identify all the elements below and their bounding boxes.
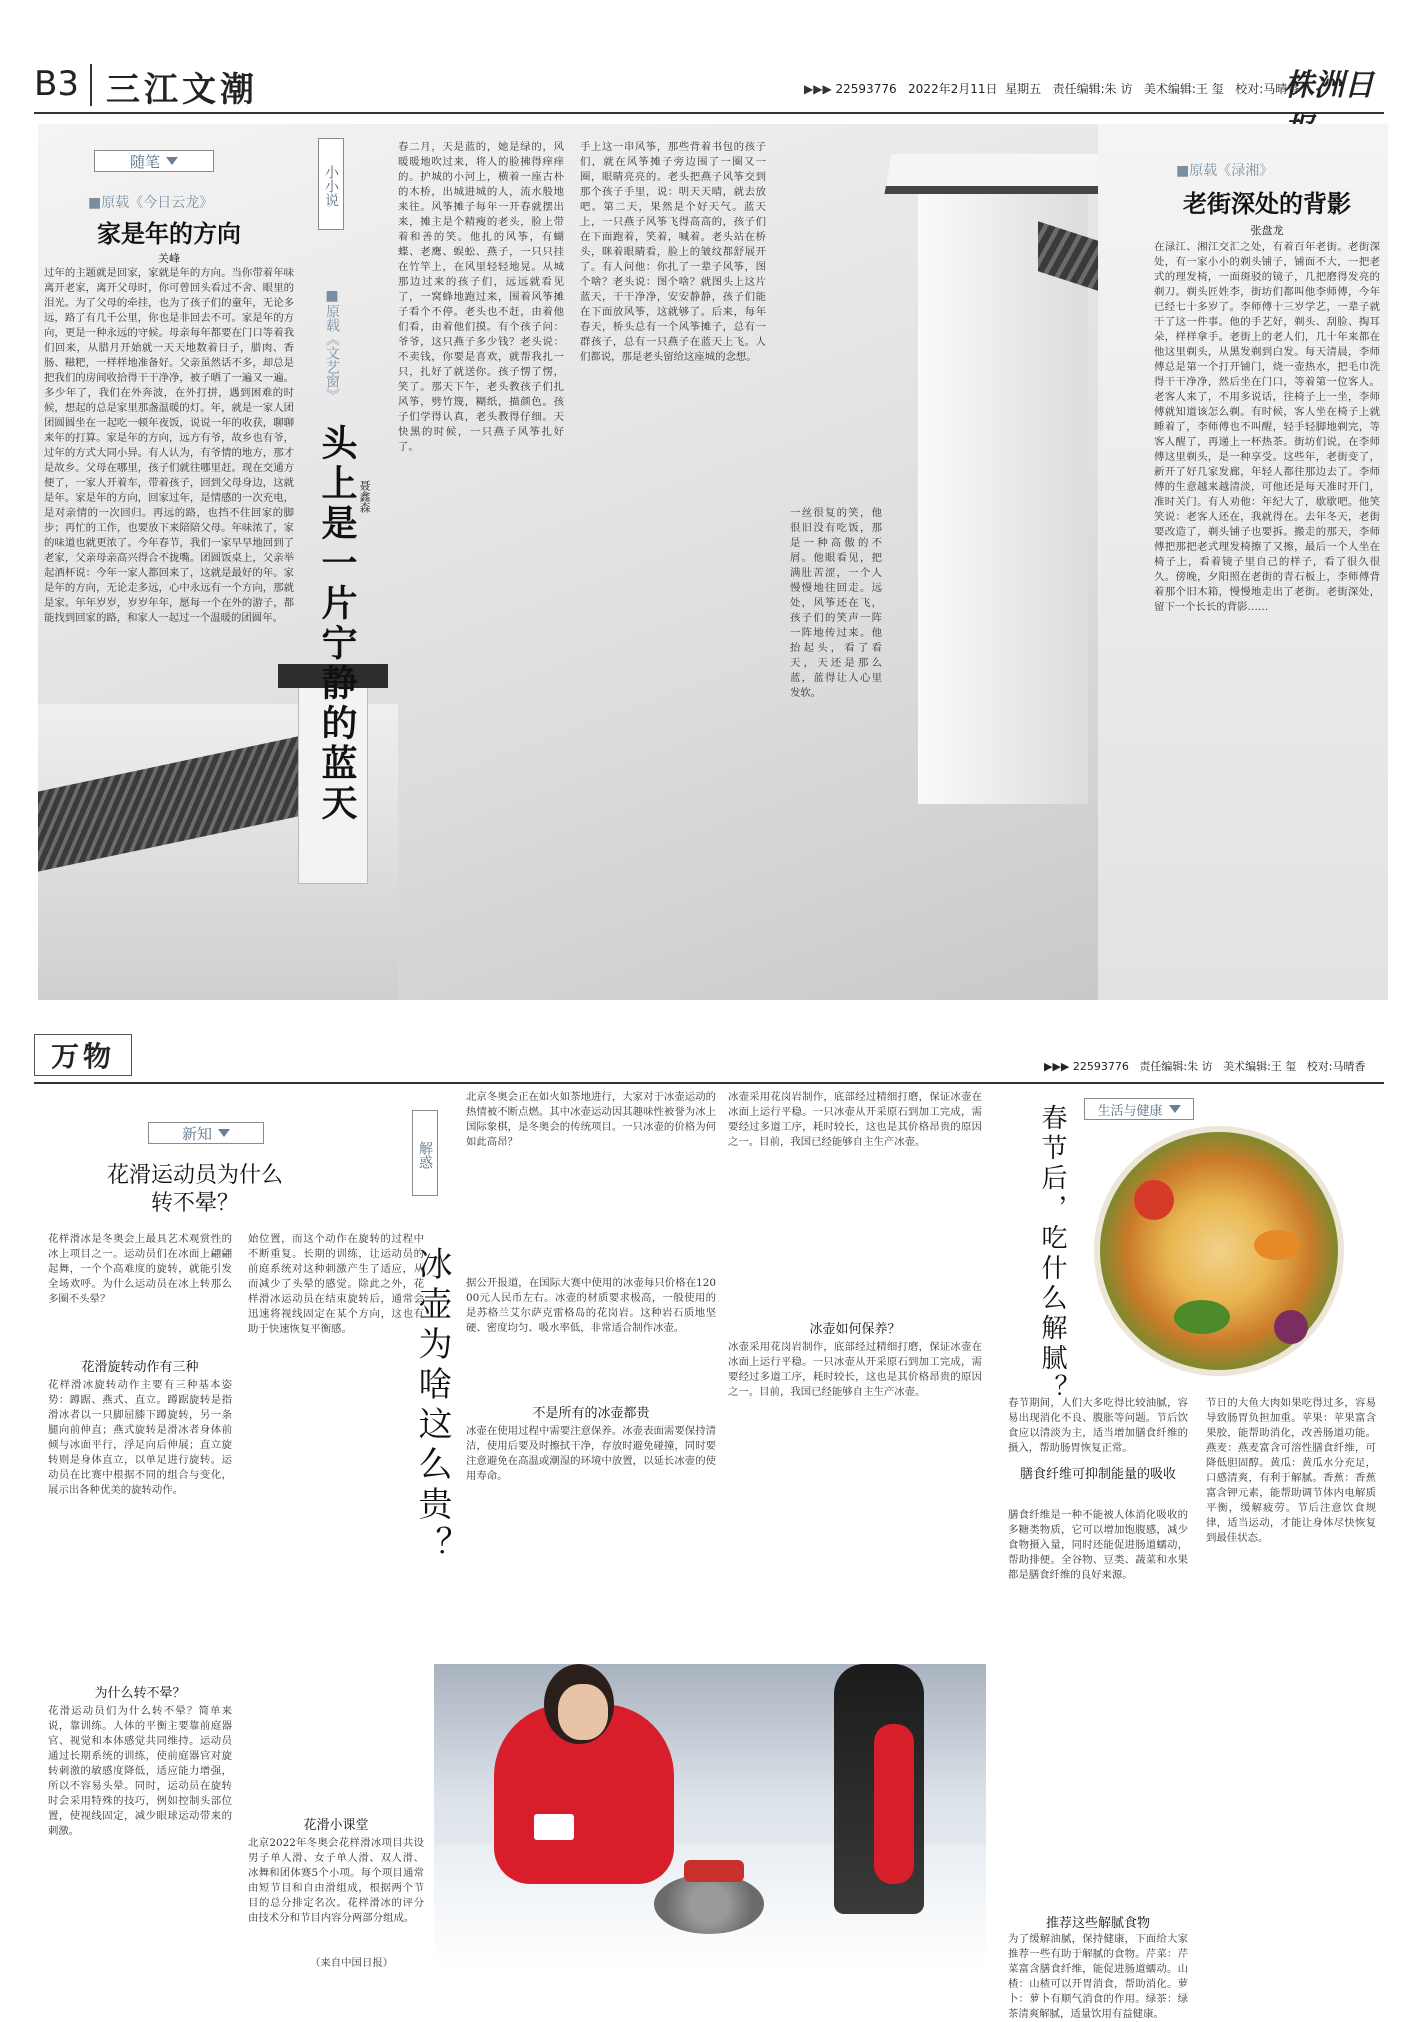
subhead-3: 花滑小课堂 xyxy=(303,1818,369,1833)
article-body-3: 冰壶在使用过程中需要注意保养。冰壶表面需要保持清洁，使用后要及时擦拭干净，存放时避免碰撞，同时要注意避免在高温或潮湿的环境中放置，以延长冰壶的使用寿命。 xyxy=(466,1425,716,1482)
subhead-2: 推荐这些解腻食物 xyxy=(1045,1916,1150,1931)
masthead: 株洲日 xyxy=(1284,68,1374,103)
vegetable-orange xyxy=(1254,1230,1300,1260)
article-source: ■原载《今日云龙》 xyxy=(88,195,214,211)
athlete-face xyxy=(558,1684,608,1740)
tag-short-story xyxy=(318,138,344,230)
proofreader: 校对:马晴香 xyxy=(1235,82,1300,96)
article-body-4: 节日的大鱼大肉如果吃得过多，容易导致肠胃负担加重。苹果：苹果富含果胶，能帮助消化，改善肠道功能。燕麦：燕麦富含可溶性膳食纤维，可降低胆固醇。黄瓜：黄瓜水分充足，口感清爽，有利于解腻。香蕉：香蕉富含钾元素，能帮助调节体内电解质平衡，缓解疲劳。节后注意饮食规律，适当运动，才能让身体尽快恢复到最佳状态。 xyxy=(1206,1397,1376,1544)
article-body-3: 为了缓解油腻，保持健康，下面给大家推荐一些有助于解腻的食物。芹菜：芹菜富含膳食纤维，能促进肠道蠕动。山楂：山楂可以开胃消食，帮助消化。萝卜：萝卜有顺气消食的作用。绿茶：绿茶清爽解腻，适量饮用有益健康。 xyxy=(1008,1933,1188,2020)
subhead-1: 不是所有的冰壶都贵 xyxy=(532,1406,650,1421)
article-body-1: 北京冬奥会正在如火如荼地进行，大家对于冰壶运动的热情被不断点燃。其中冰壶运动因其趣味性被誉为冰上国际象棋，是冬奥会的传统项目。一只冰壶的价格为何如此高昂？ xyxy=(466,1091,716,1148)
vegetable-green xyxy=(1174,1300,1230,1334)
tag-explain xyxy=(412,1110,438,1196)
header-info xyxy=(1044,1058,1366,1074)
article-home-year xyxy=(44,142,294,902)
vegetable-red xyxy=(1134,1180,1174,1220)
article-title: 花滑运动员为什么转不晕？ xyxy=(106,1163,283,1216)
article-body-3: 一丝很复的笑，他很旧没有吃饭，那是一种高傲的不屑。他眼看见，把满肚苦涩，一个人慢慢地往回走。远处，风筝还在飞，孩子们的笑声一阵一阵地传过来。他抬起头，看了看天，天还是那么蓝，蓝得让人心里发软。 xyxy=(790,507,882,699)
page-code: B3 xyxy=(34,64,92,106)
subhead-2: 冰壶如何保养？ xyxy=(809,1322,901,1337)
bottom-header xyxy=(34,1034,1384,1084)
article-title: 家是年的方向 xyxy=(97,220,241,248)
article-old-street xyxy=(1154,160,1380,980)
article-source-vertical: ■原载《文艺窗》 xyxy=(324,288,340,402)
article-body-5: 冰壶采用花岗岩制作，底部经过精细打磨，保证冰壶在冰面上运行平稳。一只冰壶从开采原石到加工完成，需要经过多道工序，耗时较长，这也是其价格昂贵的原因之一。目前，我国已经能够自主生产冰壶。 xyxy=(728,1341,982,1398)
tag-label: 新知 xyxy=(181,1124,212,1143)
article-body-2: 据公开报道，在国际大赛中使用的冰壶每只价格在12000元人民币左右。冰壶的材质要求极高，一般使用的是苏格兰艾尔萨克雷格岛的花岗岩。这种岩石质地坚硬、密度均匀、吸水率低，非常适合制作冰壶。 xyxy=(466,1277,716,1334)
article-body-3: 花滑运动员们为什么转不晕？简单来说，靠训练。人体的平衡主要靠前庭器官、视觉和本体感觉共同维持。运动员通过长期系统的训练，使前庭器官对旋转刺激的敏感度降低，适应能力增强，所以不容易头晕。同时，运动员在旋转时会采用特殊的技巧，例如控制头部位置，使视线固定，减少眼球运动带来的刺激。 xyxy=(48,1705,232,1837)
tag-label: 生活与健康 xyxy=(1097,1103,1163,1119)
subhead-2: 为什么转不晕？ xyxy=(94,1686,186,1701)
article-body-1: 春二月，天是蓝的，她是绿的，风暖暖地吹过来，将人的脸拂得痒痒的。护城的小河上，横着一座古朴的木桥，出城进城的人，流水般地来往。风筝摊子每年一开春就摆出来，摊主是个精瘦的老头，脸上带着和善的笑。他扎的风筝，有蝴蝶、老鹰、蜈蚣、燕子，一只只挂在竹竿上，在风里轻轻地晃。从城那边过来的孩子们，远远就看见了，一窝蜂地跑过来，围着风筝摊子看个不停。老头也不赶，由着他们看，由着他们摸。有个孩子问：爷爷，这只燕子多少钱？老头说：不卖钱，你要是喜欢，就帮我扎一只，扎好了就送你。孩子愣了愣，笑了。那天下午，老头教孩子们扎风筝，劈竹篾，糊纸，描颜色。孩子们学得认真，老头教得仔细。天快黑的时候，一只燕子风筝扎好了。 xyxy=(398,141,564,453)
subhead-1: 膳食纤维可抑制能量的吸收 xyxy=(1019,1467,1176,1482)
article-source: ■原载《渌湘》 xyxy=(1176,163,1274,179)
credit: （来自中国日报） xyxy=(310,1957,394,1969)
vegetable-bowl xyxy=(1094,1126,1344,1376)
article-body-1: 春节期间，人们大多吃得比较油腻，容易出现消化不良、腹胀等问题。节后饮食应以清淡为主，适当增加膳食纤维的摄入，帮助肠胃恢复正常。 xyxy=(1008,1397,1188,1454)
subhead-1: 花滑旋转动作有三种 xyxy=(81,1360,199,1375)
article-body-2: 花样滑冰旋转动作主要有三种基本姿势：蹲踞、燕式、直立。蹲踞旋转是指滑冰者以一只脚屈膝下蹲旋转，另一条腿向前伸直；燕式旋转是滑冰者身体前倾与冰面平行，浮足向后伸展；直立旋转则是身体直立，以单足进行旋转。运动员在比赛中根据不同的组合与变化，展示出各种优美的旋转动作。 xyxy=(48,1379,232,1496)
vegetable-purple xyxy=(1274,1310,1308,1344)
triangle-icon xyxy=(166,157,178,165)
article-body: 在渌江、湘江交汇之处，有着百年老街。老街深处，有一家小小的剃头铺子，铺面不大，一把老式的理发椅，一面斑驳的镜子，几把磨得发亮的剃刀。剃头匠姓李，街坊们都叫他李师傅，今年已经七十多岁了。李师傅十三岁学艺，一辈子就干了这一件事。他的手艺好，剃头、刮脸、掏耳朵，样样拿手。老街上的老人们，几十年来都在他这里剃头，从黑发剃到白发。每天清晨，李师傅总是第一个打开铺门，烧一壶热水，把毛巾洗得干干净净，然后坐在门口，等着第一位客人。老客人来了，不用多说话，往椅子上一坐，李师傅就知道该怎么剃。有时候，客人坐在椅子上就睡着了，李师傅也不叫醒，轻手轻脚地剃完，等客人醒了，再递上一杯热茶。街坊们说，在李师傅这里剃头，是一种享受。这些年，老街变了，新开了好几家发廊，年轻人都往那边去了。李师傅的生意越来越清淡，可他还是每天准时开门，准时关门。有人劝他：年纪大了，歇歇吧。他笑笑说：老客人还在，我就得在。去年冬天，老街要改造了，剃头铺子也要拆。搬走的那天，李师傅把那把老式理发椅擦了又擦，最后一个人坐在椅子上，看着镜子里自己的样子，看了很久很久。傍晚，夕阳照在老街的青石板上，李师傅背着那个旧木箱，慢慢地走出了老街。老街深处，留下一个长长的背影…… xyxy=(1154,241,1380,613)
article-body-4: 冰壶采用花岗岩制作，底部经过精细打磨，保证冰壶在冰面上运行平稳。一只冰壶从开采原石到加工完成，需要经过多道工序，耗时较长，这也是其价格昂贵的原因之一。目前，我国已经能够自主生产冰壶。 xyxy=(728,1091,982,1148)
article-body-2: 手上这一串风筝，那些背着书包的孩子们，就在风筝摊子旁边围了一圈又一圈，眼睛亮亮的。老头把燕子风筝交到那个孩子手里，说：明天天晴，就去放吧。第二天，果然是个好天气。蓝天上，一只燕子风筝飞得高高的，孩子们在下面跑着，笑着，喊着。老头站在桥头，眯着眼睛看，脸上的皱纹都舒展开了。有人问他：你扎了一辈子风筝，图个啥？老头说：图个啥？就图头上这片蓝天，干干净净，安安静静，孩子们能在下面放风筝，这就够了。后来，每年春天，桥头总有一个风筝摊子，总有一群孩子，总有一只燕子在蓝天上飞。人们都说，那是老头留给这座城的念想。 xyxy=(580,141,766,363)
article-body-1: 花样滑冰是冬奥会上最具艺术观赏性的冰上项目之一。运动员们在冰面上翩翩起舞，一个个高难度的旋转，就能引发全场欢呼。为什么运动员在冰上转那么多圈不头晕？ xyxy=(48,1233,232,1305)
tag-label: 随笔 xyxy=(129,152,160,171)
team-patch xyxy=(534,1814,574,1840)
art-editor: 美术编辑:王 玺 xyxy=(1143,82,1224,96)
triangle-icon xyxy=(1169,1105,1181,1113)
article-title-vertical: 冰壶为啥这么贵？ xyxy=(412,1246,452,1566)
article-title: 老街深处的背影 xyxy=(1183,190,1351,218)
art-editor: 美术编辑:王 玺 xyxy=(1223,1060,1297,1073)
proofreader: 校对:马晴香 xyxy=(1306,1060,1366,1073)
header-info xyxy=(804,80,1299,97)
stone-handle xyxy=(684,1860,744,1882)
article-title-vertical: 头上是一片宁静的蓝天 xyxy=(316,424,357,824)
tag-label: 小小说 xyxy=(323,165,339,207)
curling-photo xyxy=(434,1664,986,1968)
triangle-icon xyxy=(218,1129,230,1137)
phone: 22593776 xyxy=(1072,1060,1129,1073)
article-author-vertical: 聂鑫森 xyxy=(358,480,371,513)
tag-essay xyxy=(94,150,214,172)
article-body-4: 始位置，而这个动作在旋转的过程中不断重复。长期的训练，让运动员的前庭系统对这种刺激产生了适应，从而减少了头晕的感觉。除此之外，花样滑冰运动员在结束旋转后，通常会迅速将视线固定在某个方向，这也有助于快速恢复平衡感。 xyxy=(248,1233,424,1335)
phone: 22593776 xyxy=(835,82,897,96)
article-body-5: 北京2022年冬奥会花样滑冰项目共设男子单人滑、女子单人滑、双人滑、冰舞和团体赛5个小项。每个项目通常由短节目和自由滑组成，根据两个节目的总分排定名次。花样滑冰的评分由技术分和节目内容分两部分组成。 xyxy=(248,1837,424,1924)
top-header xyxy=(34,60,1384,114)
article-author: 关峰 xyxy=(158,252,180,265)
editor: 责任编辑:朱 访 xyxy=(1052,82,1133,96)
article-title-vertical: 春节后，吃什么解腻？ xyxy=(1037,1104,1067,1404)
date: 2022年2月11日 xyxy=(908,82,998,96)
article-skating xyxy=(40,1108,440,1968)
tag-life-health xyxy=(1084,1098,1194,1120)
section-title: 三江文潮 xyxy=(106,70,258,110)
article-body: 过年的主题就是回家，家就是年的方向。当你带着年味离开老家，离开父母时，你可曾回头看过不舍、眼里的泪光。为了父母的牵挂，也为了孩子们的童年，无论多远，路了有几千公里，你也是非回去不可。家是年的方向，更是一种永远的守候。母亲每年都要在门口等着我们回来，从腊月开始就一天天地数着日子，腊肉、香肠、糍粑，一样样地准备好。父亲虽然话不多，却总是把我们的房间收拾得干干净净，被子晒了一遍又一遍。多少年了，我们在外奔波，在外打拼，遇到困难的时候，想起的总是家里那盏温暖的灯。年，就是一家人团团圆圆坐在一起吃一顿年夜饭，说说一年的收获，聊聊来年的打算。家是年的方向，远方有爷，故乡也有爷，过年的方式大同小异。有人认为，有爷情的地方，那才是故乡。父母在哪里，孩子们就往哪里赶。现在交通方便了，一家人开着车，带着孩子，回到父母身边，这就是年。家是年的方向，回家过年，是情感的一次充电，是对亲情的一次回归。再远的路，也挡不住回家的脚步；再忙的工作，也要放下来陪陪父母。年味浓了，家的味道也就更浓了。今年春节，我们一家早早地回到了老家，父亲母亲高兴得合不拢嘴。团圆饭桌上，父亲举起酒杯说：今年一家人都回来了，这就是最好的年。家是年的方向，无论走多远，心中永远有一个方向，那就是家。年年岁岁，岁岁年年，愿每一个在外的游子，都能找到回家的路，和家人一起过一个温暖的团圆年。 xyxy=(44,267,294,624)
curling-stone xyxy=(654,1874,764,1934)
arrow-icon: ▶▶▶ xyxy=(804,82,832,96)
tag-new-knowledge xyxy=(148,1122,264,1144)
tag-label: 解惑 xyxy=(417,1141,433,1169)
article-body-2: 膳食纤维是一种不能被人体消化吸收的多糖类物质，它可以增加饱腹感，减少食物摄入量，同时还能促进肠道蠕动，帮助排便。全谷物、豆类、蔬菜和水果都是膳食纤维的良好来源。 xyxy=(1008,1509,1188,1581)
arrow-icon: ▶▶▶ xyxy=(1044,1060,1070,1073)
broom-sleeve xyxy=(874,1724,914,1884)
article-author: 张盘龙 xyxy=(1250,224,1284,237)
section-title: 万物 xyxy=(34,1034,132,1076)
editor: 责任编辑:朱 访 xyxy=(1139,1060,1213,1073)
tower-cap-right xyxy=(884,154,1111,194)
article-health xyxy=(994,1090,1384,2020)
weekday: 星期五 xyxy=(1005,82,1042,96)
